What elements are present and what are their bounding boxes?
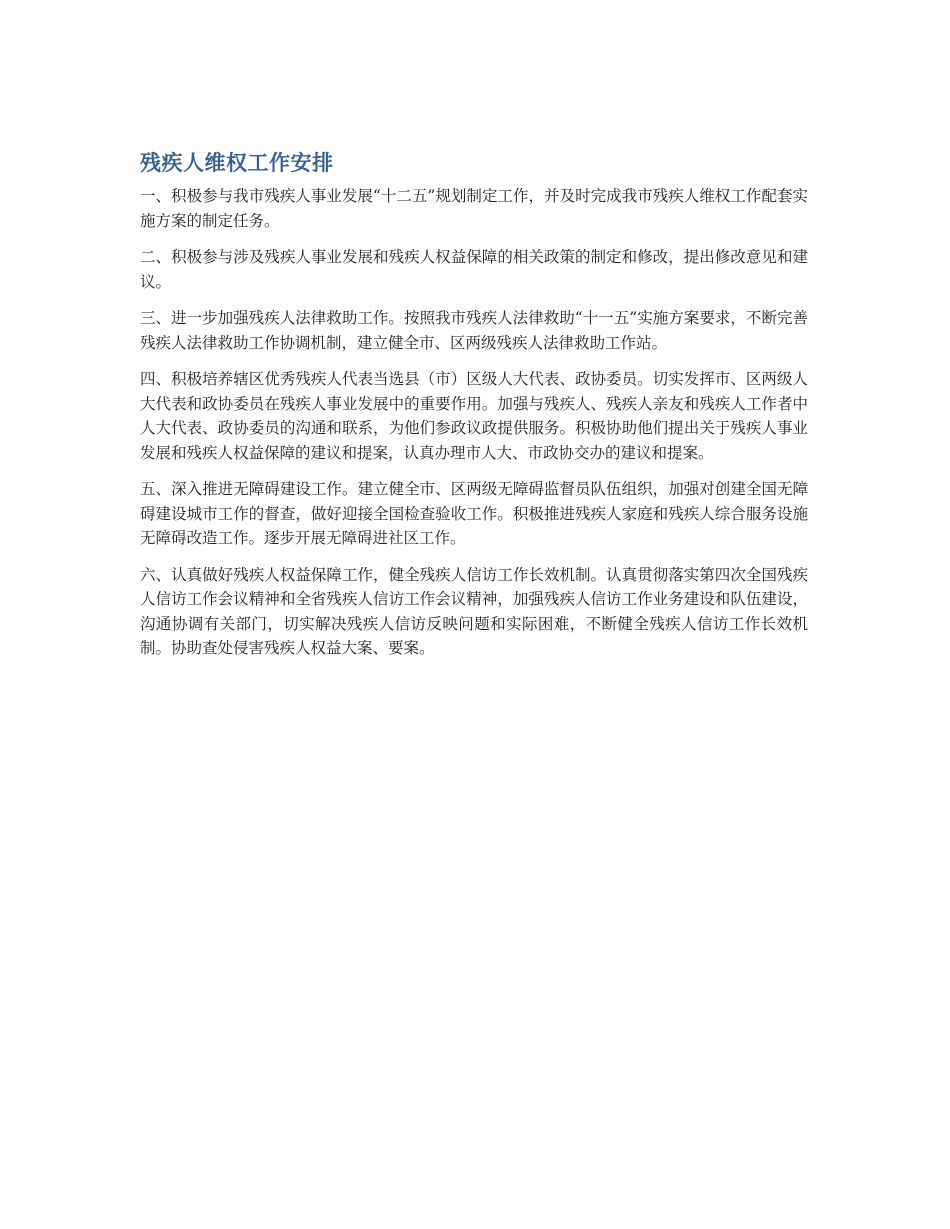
document-body	[140, 148, 808, 673]
paragraph-6: 六、认真做好残疾人权益保障工作，健全残疾人信访工作长效机制。认真贯彻落实第四次全国残疾人信访工作会议精神和全省残疾人信访工作会议精神，加强残疾人信访工作业务建设和队伍建设，沟通协调有关部门，切实解决残疾人信访反映问题和实际困难，不断健全残疾人信访工作长效机制。协助查处侵害残疾人权益大案、要案。	[140, 565, 808, 657]
document-title: 残疾人维权工作安排	[140, 151, 334, 175]
paragraph-5: 五、深入推进无障碍建设工作。建立健全市、区两级无障碍监督员队伍组织，加强对创建全国无障碍建设城市工作的督查，做好迎接全国检查验收工作。积极推进残疾人家庭和残疾人综合服务设施无障碍改造工作。逐步开展无障碍进社区工作。	[140, 480, 808, 547]
paragraph-2: 二、积极参与涉及残疾人事业发展和残疾人权益保障的相关政策的制定和修改，提出修改意见和建议。	[140, 248, 808, 291]
paragraph-1: 一、积极参与我市残疾人事业发展“十二五”规划制定工作，并及时完成我市残疾人维权工作配套实施方案的制定任务。	[140, 187, 808, 230]
paragraph-4: 四、积极培养辖区优秀残疾人代表当选县（市）区级人大代表、政协委员。切实发挥市、区两级人大代表和政协委员在残疾人事业发展中的重要作用。加强与残疾人、残疾人亲友和残疾人工作者中人大代表、政协委员的沟通和联系，为他们参政议政提供服务。积极协助他们提出关于残疾人事业发展和残疾人权益保障的建议和提案，认真办理市人大、市政协交办的建议和提案。	[140, 370, 808, 462]
paragraph-3: 三、进一步加强残疾人法律救助工作。按照我市残疾人法律救助“十一五”实施方案要求，不断完善残疾人法律救助工作协调机制，建立健全市、区两级残疾人法律救助工作站。	[140, 309, 808, 352]
